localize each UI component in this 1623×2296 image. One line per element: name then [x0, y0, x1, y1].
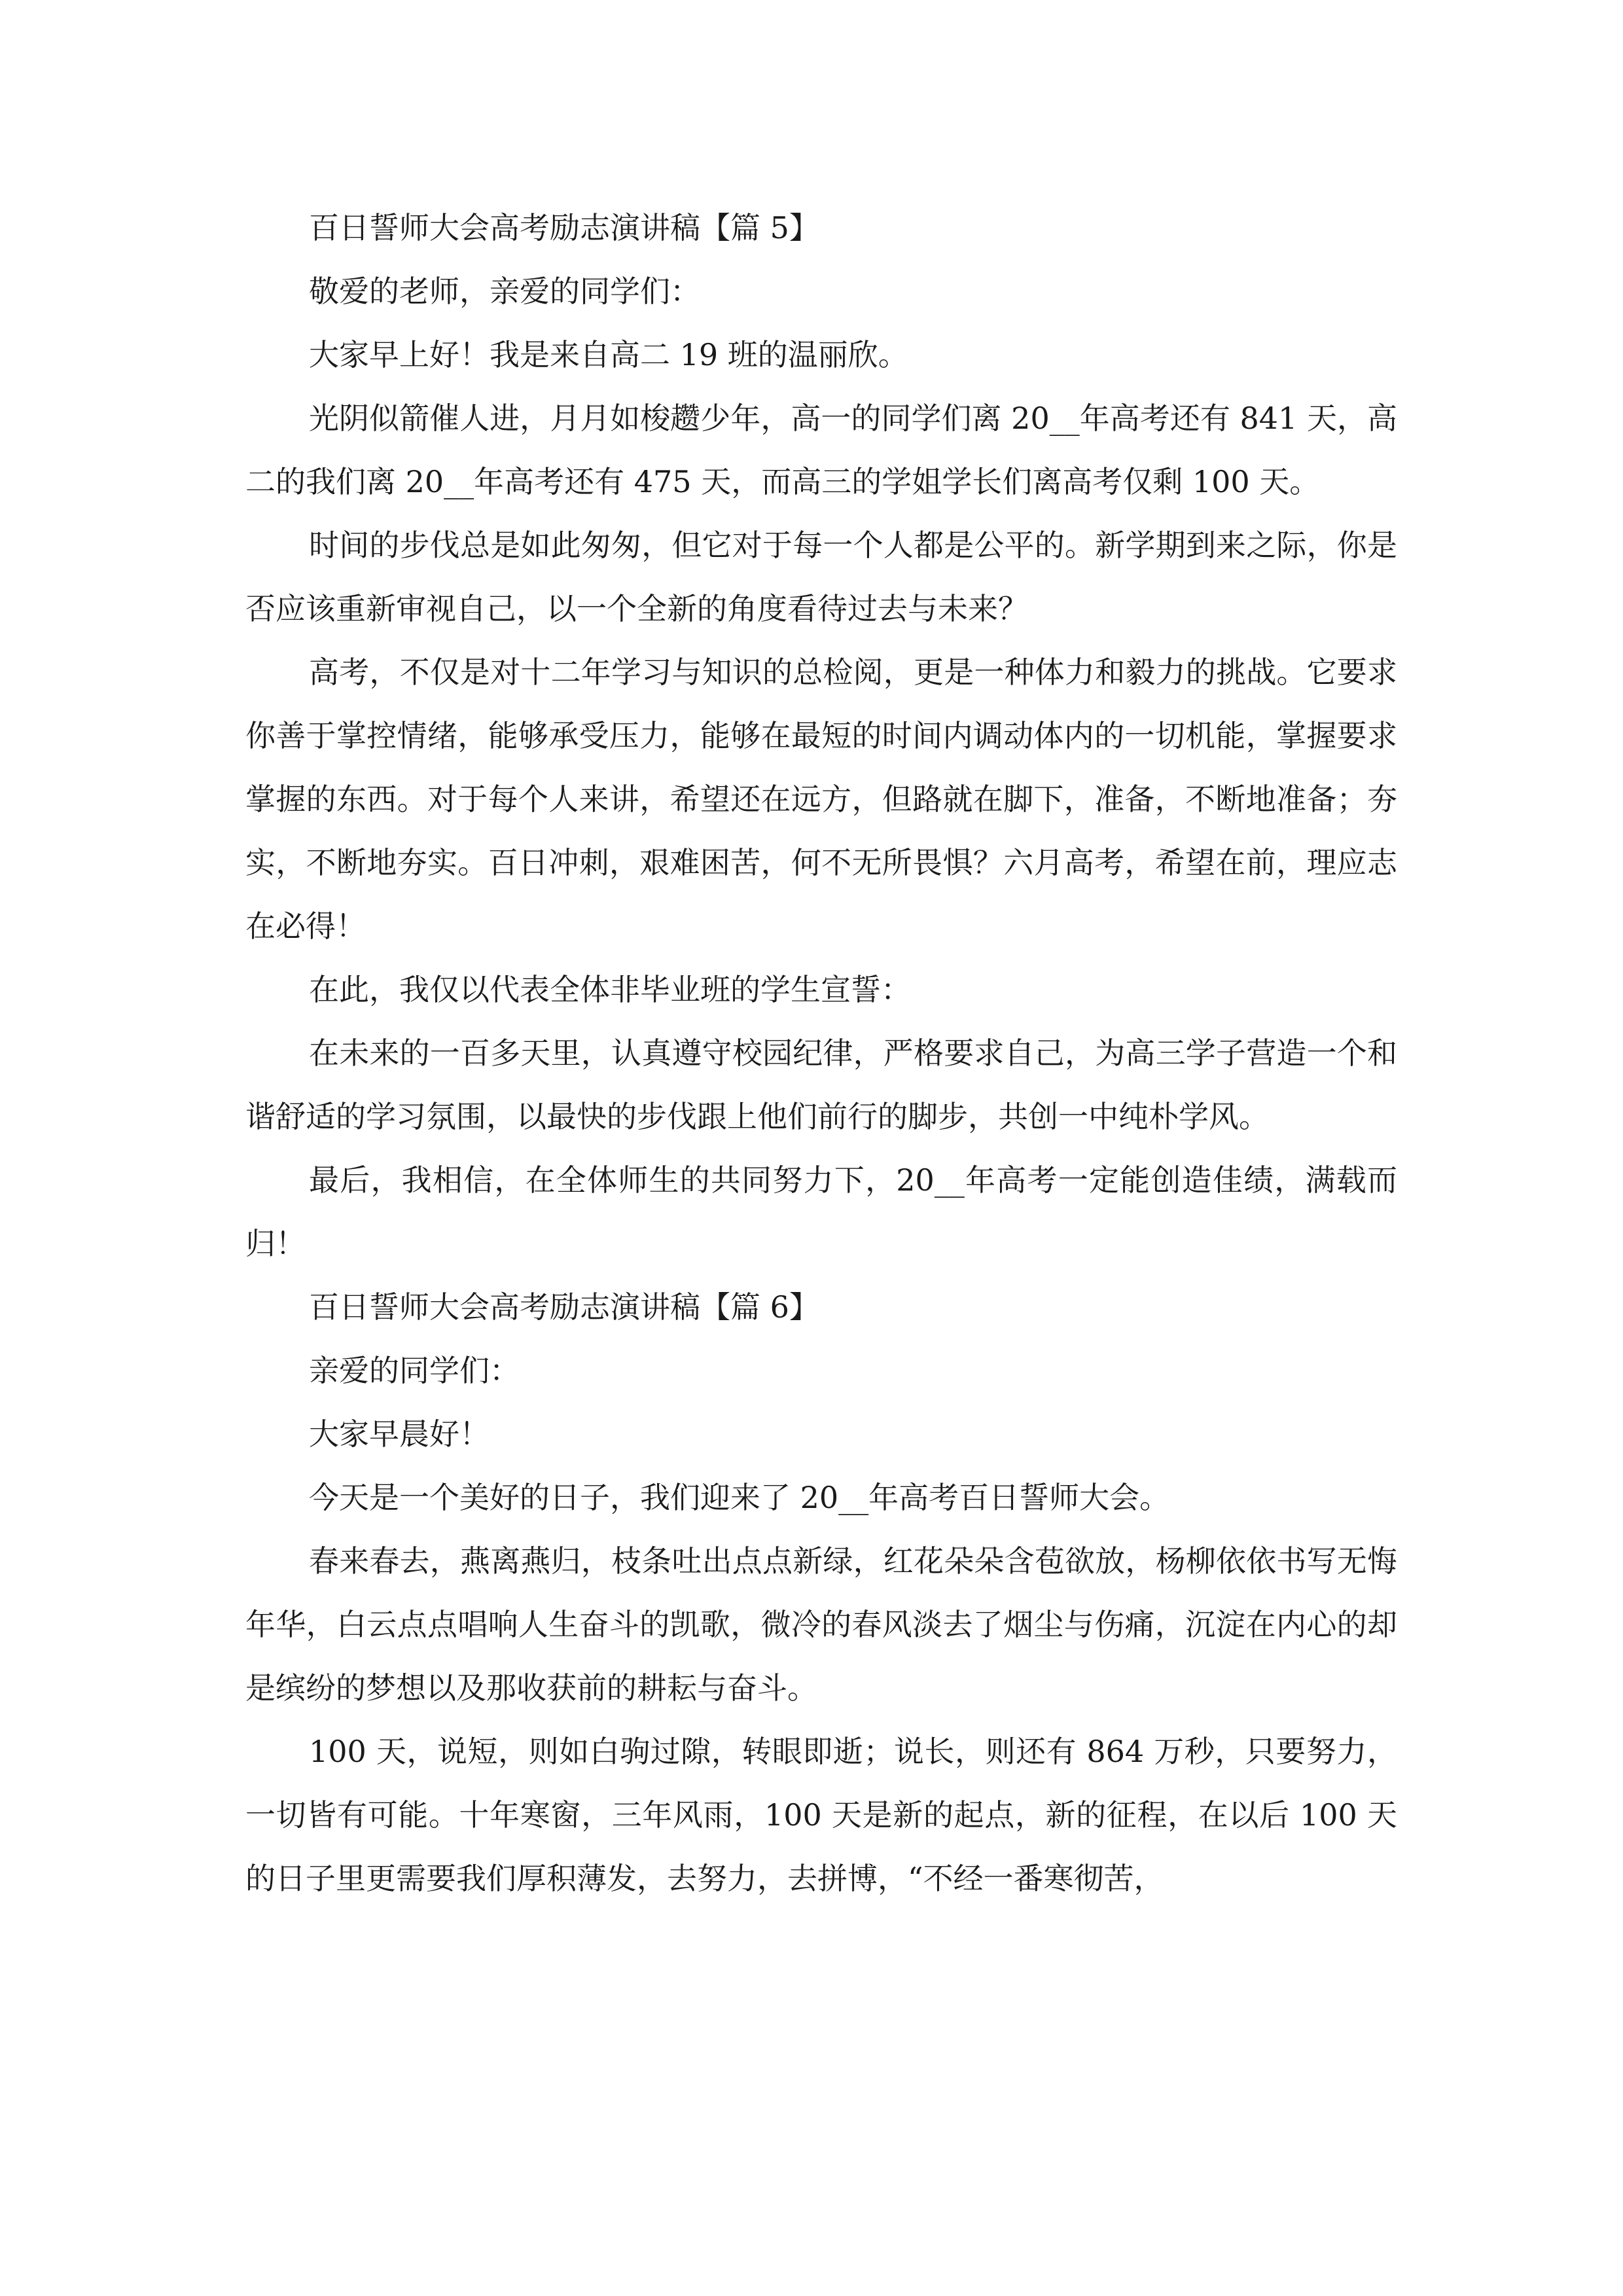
greeting-paragraph: 大家早晨好！	[309, 1416, 490, 1452]
body-paragraph: 最后，我相信，在全体师生的共同努力下，20__年高考一定能创造佳绩，满载而归！	[245, 1162, 1397, 1261]
body-paragraph: 今天是一个美好的日子，我们迎来了 20__年高考百日誓师大会。	[309, 1480, 1170, 1515]
body-paragraph: 春来春去，燕离燕归，枝条吐出点点新绿，红花朵朵含苞欲放，杨柳依依书写无悔年华，白云点点唱响人生奋斗的凯歌，微冷的春风淡去了烟尘与伤痛，沉淀在内心的却是缤纷的梦想以及那收获前的耕耘与奋斗。	[245, 1543, 1397, 1706]
greeting-paragraph: 大家早上好！我是来自高二 19 班的温丽欣。	[309, 337, 908, 372]
body-paragraph: 在此，我仅以代表全体非毕业班的学生宣誓：	[309, 972, 911, 1007]
document-body	[245, 196, 1397, 1910]
salutation-paragraph: 亲爱的同学们：	[309, 1353, 520, 1388]
body-paragraph: 100 天，说短，则如白驹过隙，转眼即逝；说长，则还有 864 万秒，只要努力，一切皆有可能。十年寒窗，三年风雨，100 天是新的起点，新的征程，在以后 100 天的日子里更需要我们厚积薄发，去努力，去拼博，“不经一番寒彻苦，	[245, 1734, 1397, 1896]
body-paragraph: 高考，不仅是对十二年学习与知识的总检阅，更是一种体力和毅力的挑战。它要求你善于掌控情绪，能够承受压力，能够在最短的时间内调动体内的一切机能，掌握要求掌握的东西。对于每个人来讲，希望还在远方，但路就在脚下，准备，不断地准备；夯实，不断地夯实。百日冲刺，艰难困苦，何不无所畏惧？六月高考，希望在前，理应志在必得！	[245, 655, 1397, 944]
salutation-paragraph: 敬爱的老师，亲爱的同学们：	[309, 274, 700, 309]
body-paragraph: 在未来的一百多天里，认真遵守校园纪律，严格要求自己，为高三学子营造一个和谐舒适的学习氛围，以最快的步伐跟上他们前行的脚步，共创一中纯朴学风。	[245, 1035, 1397, 1134]
body-paragraph: 光阴似箭催人进，月月如梭趱少年，高一的同学们离 20__年高考还有 841 天，高二的我们离 20__年高考还有 475 天，而高三的学姐学长们离高考仅剩 100 天。	[245, 401, 1397, 499]
body-paragraph: 时间的步伐总是如此匆匆，但它对于每一个人都是公平的。新学期到来之际，你是否应该重新审视自己，以一个全新的角度看待过去与未来？	[245, 528, 1397, 626]
section-title-5: 百日誓师大会高考励志演讲稿【篇 5】	[309, 210, 819, 245]
section-title-6: 百日誓师大会高考励志演讲稿【篇 6】	[309, 1289, 819, 1325]
